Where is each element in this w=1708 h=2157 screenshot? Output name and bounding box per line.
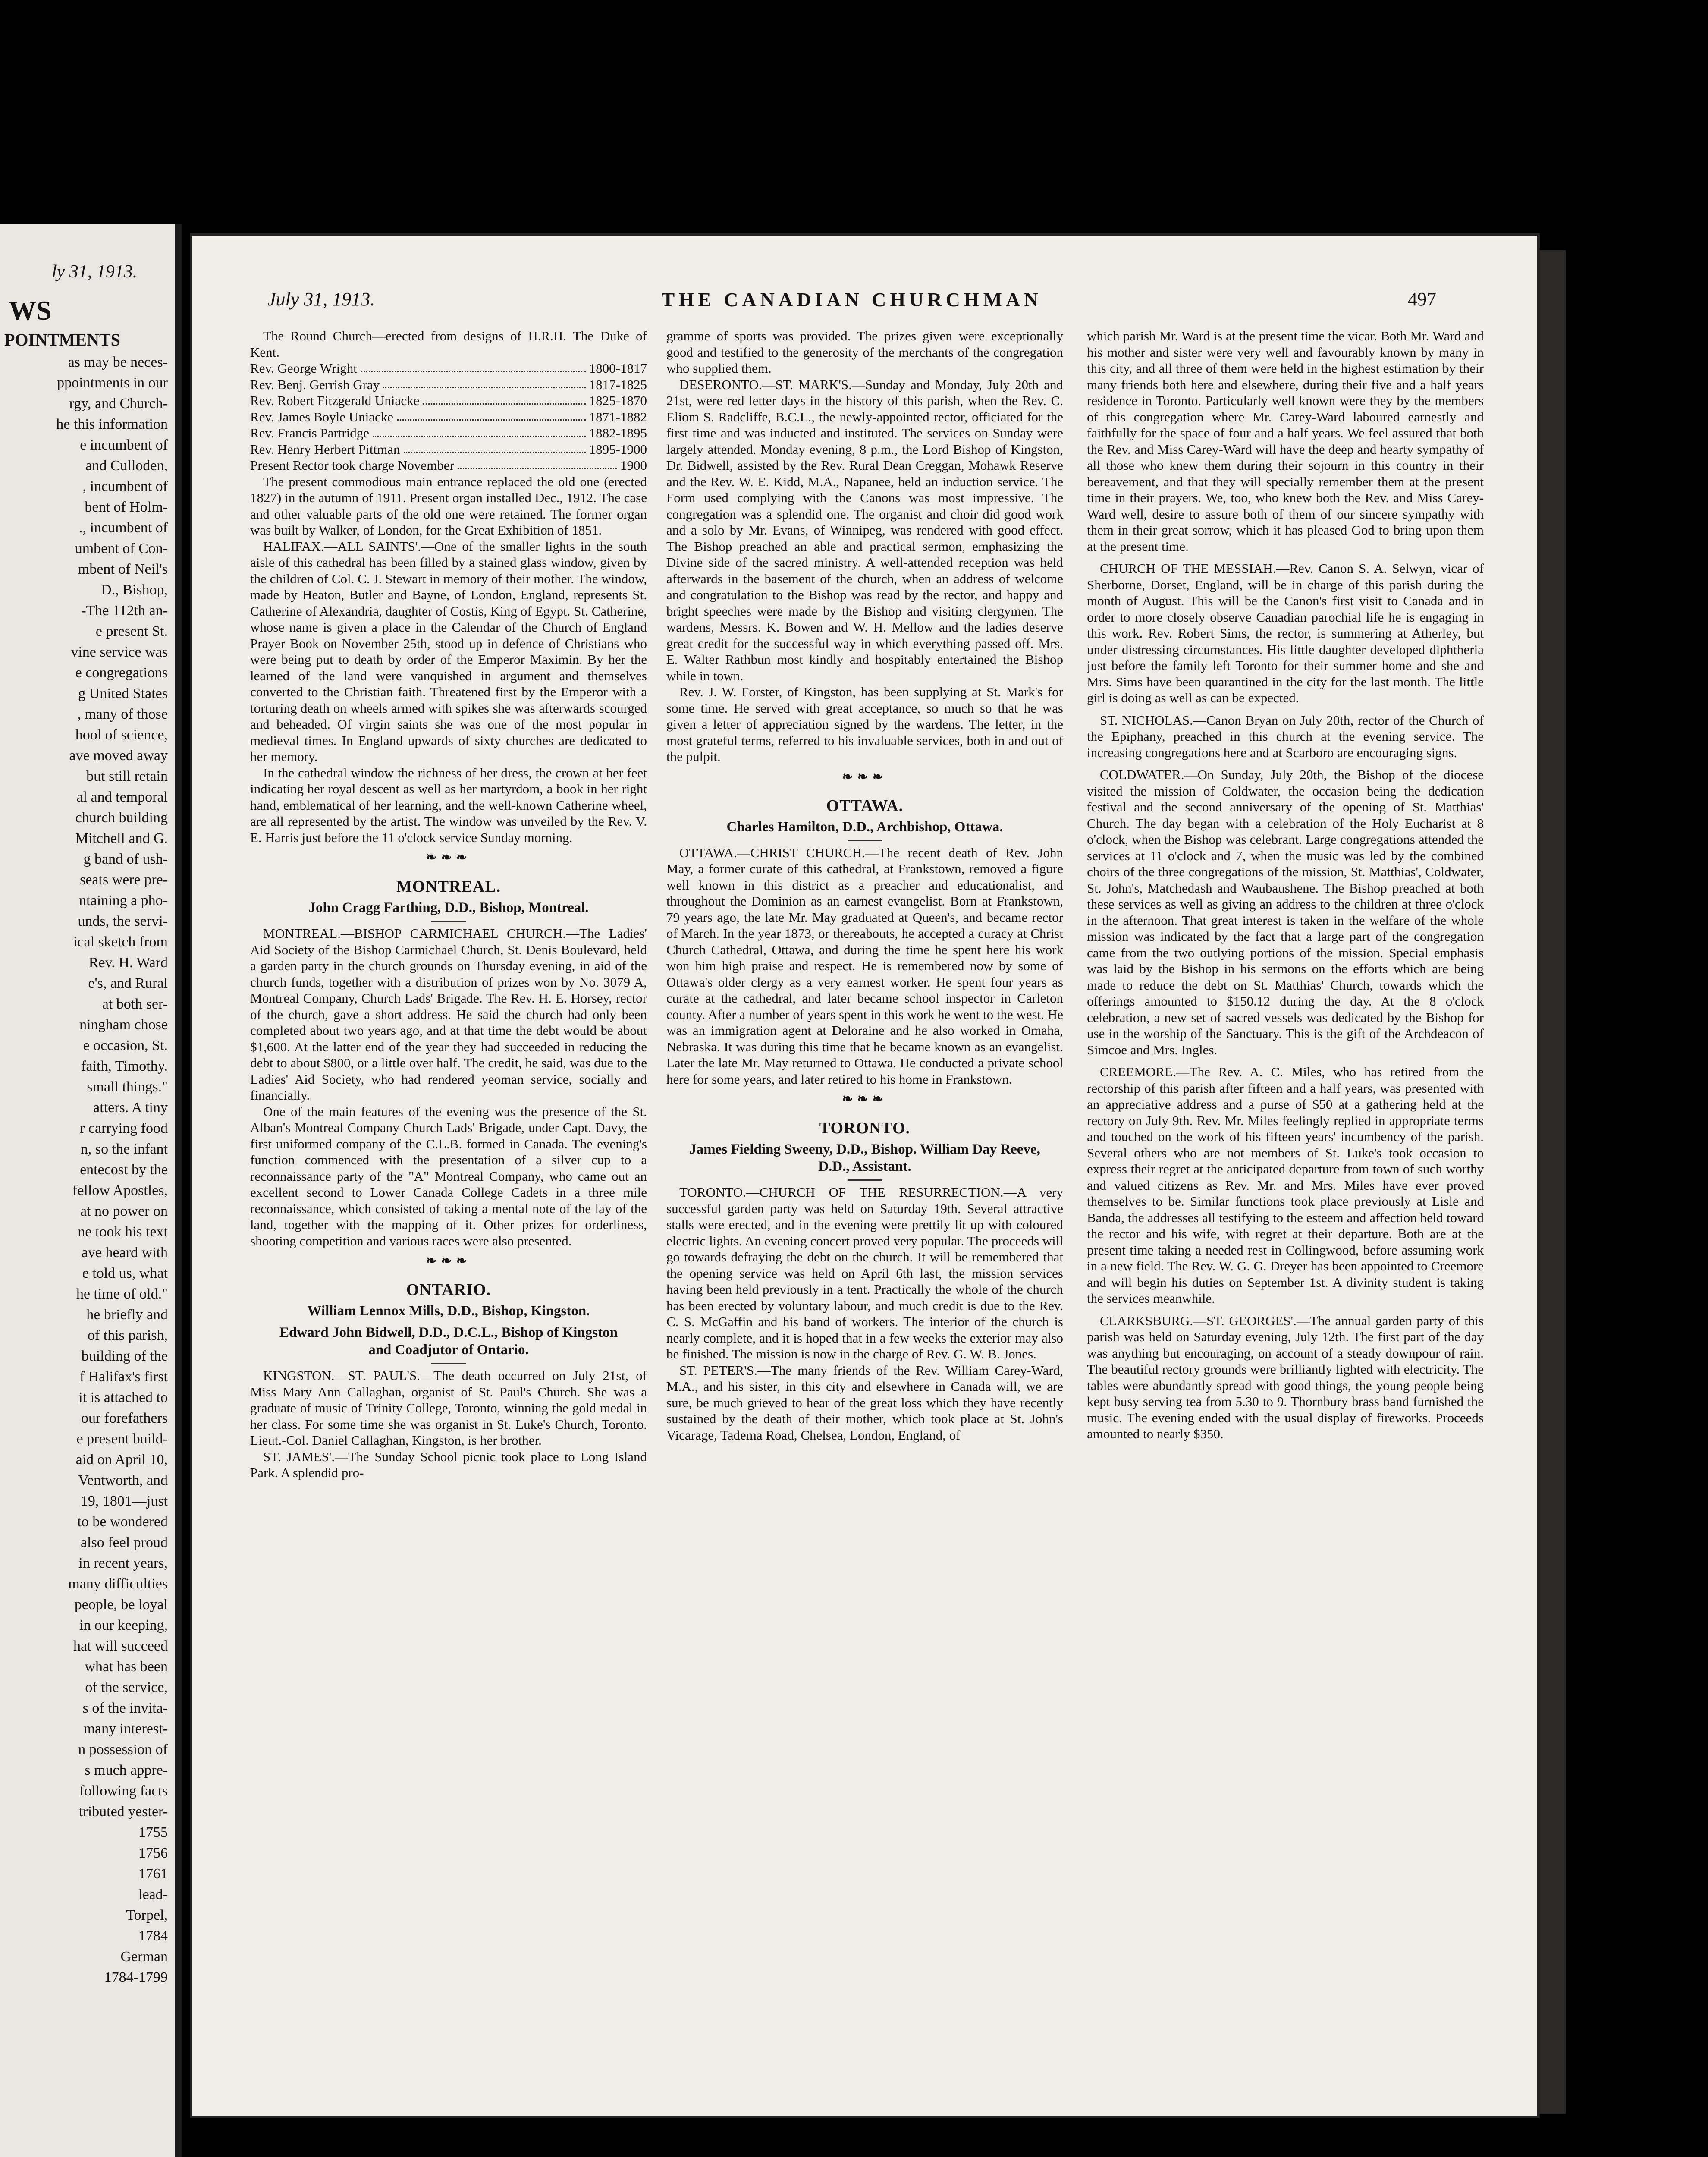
leader-dots (383, 377, 586, 389)
page-edge-shadow (1540, 250, 1566, 2114)
leader-dots (404, 441, 586, 453)
article-paragraph: One of the main features of the evening was the presence of the St. Alban's Montreal Company Church Lads' Brigade, under Capt. Davy, the first uniformed company of the C.L.B. formed in Canada. The evening's function commenced with the presentation of a silver cup to a reconnaissance party of the "A" Montreal Company, who came out an excellent second to Lower Canada College Cadets in a three mile reconnaissance, which consisted of taking a mental note of the lay of the land, together with the mapping of it. Other prizes for orderliness, shooting competition and various races were also presented. (250, 1104, 647, 1248)
bishop-line: William Lennox Mills, D.D., Bishop, Kingston. (307, 1303, 590, 1319)
facing-page-line: seats were pre- (80, 872, 168, 888)
facing-page-line: e incumbent of (80, 437, 168, 453)
facing-page-line: he this information (56, 416, 168, 432)
rector-row (250, 409, 647, 425)
facing-page-line: , incumbent of (82, 478, 168, 494)
article-paragraph: CREEMORE.—The Rev. A. C. Miles, who has retired from the rectorship of this parish after fifteen and a half years, was presented with an appreciative address and a purse of $50 at a gathering held at the rectory on July 9th. Rev. Mr. Miles feelingly replied in appropriate terms and touched on the work of his fifteen years' incumbency of the parish. Several others who are not members of St. Luke's took occasion to express their regret at the anticipated departure from town of such worthy and valued citizens as Rev. Mr. and Mrs. Miles have ever proved themselves to be. Similar functions took place previously at Lisle and Banda, the addresses all testifying to the esteem and affection held toward the rector and his wife, with regret at their departure. Both are at the present time taking a needed rest in Collingwood, before assuming work in a new field. The Rev. W. G. G. Dreyer has been appointed to Creemore and will begin his duties on September 1st. A divinity student is taking the services meanwhile. (1087, 1064, 1484, 1306)
facing-page-lines (0, 352, 170, 1988)
facing-page-line: 1755 (138, 1824, 168, 1840)
article-paragraph: TORONTO.—CHURCH OF THE RESURRECTION.—A very successful garden party was held on Saturday 19th. Several attractive stalls were erected, and in the evening were prettily lit up with coloured electric lights. An evening concert proved very popular. The proceeds will go towards defraying the debt on the church. It will be remembered that the opening service was held on April 6th last, the mission services having been held previously in a tent. Practically the whole of the church has been erected by voluntary labour, and much credit is due to the Rev. C. S. McGaffin and his band of workers. The interior of the church is nearly complete, and it is hoped that in a few weeks the exterior may also be finished. The mission is now in the charge of Rev. G. W. B. Jones. (666, 1185, 1063, 1361)
facing-page-line: our forefathers (81, 1410, 168, 1426)
short-rule (431, 1363, 466, 1364)
facing-page-line: -The 112th an- (81, 603, 168, 619)
bishop-line: James Fielding Sweeny, D.D., Bishop. William Day Reeve, D.D., Assistant. (689, 1141, 1040, 1174)
leader-dots (373, 425, 586, 437)
facing-page-line: people, be loyal (74, 1597, 168, 1613)
rector-years: 1871-1882 (589, 409, 647, 424)
article-paragraph: ST. PETER'S.—The many friends of the Rev. William Carey-Ward, M.A., and his sister, in this city and elsewhere in Canada will, we are sure, be much grieved to hear of the great loss which they have recently sustained by the death of their mother, which took place at St. John's Vicarage, Tadema Road, Chelsea, London, England, of (666, 1362, 1063, 1443)
facing-page-line: in recent years, (78, 1555, 168, 1571)
bishop-line: Charles Hamilton, D.D., Archbishop, Ottawa. (726, 819, 1003, 835)
facing-page-line: e occasion, St. (83, 1038, 168, 1053)
header-date: July 31, 1913. (267, 289, 375, 310)
facing-page-line: e present St. (95, 623, 168, 639)
article-paragraph: DESERONTO.—ST. MARK'S.—Sunday and Monday, July 20th and 21st, were red letter days in the history of this parish, when the Rev. C. Eliom S. Radcliffe, B.C.L., the newly-appointed rector, officiated for the first time and was inducted and instituted. The services on Sunday were largely attended. Monday evening, 8 p.m., the Lord Bishop of Kingston, Dr. Bidwell, assisted by the Rev. Rural Dean Creggan, Mohawk Reserve and the Rev. W. E. Kidd, M.A., Napanee, held an induction service. The Form used complying with the Canons was most impressive. The congregation was a splendid one. The organist and choir did good work and a solo by Mr. Evans, of Winnipeg, was rendered with good effect. The Bishop preached an able and practical sermon, emphasizing the Divine side of the sacred ministry. A well-attended reception was held afterwards in the basement of the church, when an address of welcome and congratulation to the Bishop was read by the rector, and happy and bright speeches were made by the Bishop and visiting clergymen. The wardens, Messrs. K. Bowen and W. H. Mellow and the ladies deserve great credit for the successful way in which everything passed off. Mrs. E. Walter Rathbun most kindly and hospitably entertained the Bishop while in town. (666, 377, 1063, 683)
article-paragraph: gramme of sports was provided. The prizes given were exceptionally good and testified to the generosity of the merchants of the congregation who supplied them. (666, 328, 1063, 376)
article-paragraph: HALIFAX.—ALL SAINTS'.—One of the smaller lights in the south aisle of this cathedral has been filled by a stained glass window, given by the children of Col. C. J. Stewart in memory of their mother. The window, made by Heaton, Butler and Bayne, of London, England, represents St. Catherine of Alexandria, daughter of Costis, King of Egypt. St. Catherine, whose name is given a place in the Calendar of the Church of England Prayer Book on November 25th, stood up in defence of Christians who were being put to death by order of the Emperor Maximin. By her the learned of the land were vanquished in argument and themselves converted to the Christian faith. Threatened first by the Emperor with a torturing death on wheels armed with spikes she was afterwards scourged and beheaded. Of virgin saints she was one of the most popular in medieval times. In England upwards of sixty churches are dedicated to her memory. (250, 538, 647, 764)
rector-name: Rev. Robert Fitzgerald Uniacke (250, 393, 420, 408)
facing-page-line: Torpel, (126, 1907, 168, 1923)
facing-page-line: al and temporal (76, 789, 168, 805)
article-paragraph: CHURCH OF THE MESSIAH.—Rev. Canon S. A. Selwyn, vicar of Sherborne, Dorset, England, will be in charge of this parish during the month of August. This will be the Canon's first visit to Canada and in order to more closely observe Canadian parochial life he is engaging in this work. Rev. Robert Sims, the rector, is summering at Atherley, but under distressing circumstances. His little daughter developed diphtheria just before the family left Toronto for their summer home and she and Mrs. Sims have been quarantined in the city for the last month. The little girl is doing as well as can be expected. (1087, 561, 1484, 705)
rector-years: 1800-1817 (589, 361, 647, 376)
section-divider: ❧❧❧ (842, 769, 888, 784)
rector-years: 1895-1900 (589, 441, 647, 457)
rector-row (250, 377, 647, 393)
article-paragraph: Rev. J. W. Forster, of Kingston, has been supplying at St. Mark's for some time. He served with great acceptance, so much so that he was given a letter of appreciation signed by the wardens. The letter, in the most grateful terms, referred to his invaluable services, both in and out of the pulpit. (666, 684, 1063, 764)
facing-page-line: e's, and Rural (88, 975, 168, 991)
facing-page-line: church building (75, 810, 168, 826)
leader-dots (361, 360, 586, 372)
page-number: 497 (1408, 289, 1436, 310)
facing-page-line: ppointments in our (57, 375, 168, 391)
facing-page-fragment (0, 224, 182, 2157)
rector-years: 1900 (620, 458, 647, 473)
facing-page-line: e told us, what (82, 1265, 168, 1281)
column-3 (1087, 328, 1484, 2079)
rector-years: 1825-1870 (589, 393, 647, 408)
article-paragraph: In the cathedral window the richness of her dress, the crown at her feet indicating her royal descent as well as her martyrdom, a book in her right hand, emblematical of her learning, and the well-known Catherine wheel, are all represented by the artist. The window was unveiled by the Rev. V. E. Harris just before the 11 o'clock service Sunday morning. (250, 765, 647, 845)
section-divider: ❧❧❧ (426, 850, 471, 865)
rector-row (250, 457, 647, 474)
facing-page-line: Mitchell and G. (75, 830, 168, 846)
facing-page-line: 19, 1801—just (80, 1493, 168, 1509)
leader-dots (458, 457, 617, 469)
facing-page-line: ave moved away (69, 748, 168, 764)
facing-page-line: aid on April 10, (75, 1452, 168, 1468)
rector-years: 1817-1825 (589, 377, 647, 392)
article-paragraph: KINGSTON.—ST. PAUL'S.—The death occurred on July 21st, of Miss Mary Ann Callaghan, organist of St. Paul's Church. She was a graduate of music of Trinity College, Toronto, winning the gold medal in her class. For some time she was organist in St. Luke's Church, Toronto. Lieut.-Col. Daniel Callaghan, Kingston, is her brother. (250, 1368, 647, 1448)
facing-page-line: e present build- (76, 1431, 168, 1447)
article-paragraph: which parish Mr. Ward is at the present time the vicar. Both Mr. Ward and his mother and sister were very well and favourably known by many in this city, and all three of them were held in the highest estimation by their many friends both here and elsewhere, during their five and a half years residence in Toronto. Particularly well known were they by the members of this congregation where Mr. Carey-Ward laboured earnestly and faithfully for the space of four and a half years. We feel assured that both the Rev. and Miss Carey-Ward will have the deep and hearty sympathy of all those who knew them during their sojourn in this country in their bereavement, and that they will specially remember them at the present time in their prayers. We, too, who knew both the Rev. and Miss Carey-Ward well, desire to assure both of them of our sincere sympathy with them in their great sorrow, which it has pleased God to bring upon them at the present time. (1087, 328, 1484, 554)
section-heading-ontario: ONTARIO. (406, 1281, 491, 1299)
facing-page-line: hool of science, (75, 727, 168, 743)
round-church-intro: The Round Church—erected from designs of H.R.H. The Duke of Kent. (250, 328, 647, 360)
rector-row (250, 425, 647, 441)
facing-page-line: Ventworth, and (78, 1472, 168, 1488)
facing-page-line: hat will succeed (73, 1638, 168, 1654)
facing-page-line: at both ser- (102, 996, 168, 1012)
rector-name: Present Rector took charge November (250, 458, 454, 473)
section-divider: ❧❧❧ (842, 1092, 888, 1106)
facing-page-line: f Halifax's first (79, 1369, 168, 1385)
facing-page-line: and Culloden, (85, 458, 168, 474)
facing-page-line: n, so the infant (80, 1141, 168, 1157)
facing-page-line: ave heard with (81, 1245, 168, 1261)
rector-row (250, 441, 647, 458)
facing-page-line: faith, Timothy. (81, 1058, 168, 1074)
facing-page-line: r carrying food (80, 1120, 168, 1136)
facing-page-line: many interest- (83, 1721, 168, 1737)
facing-page-line: ne took his text (78, 1224, 168, 1240)
article-paragraph: OTTAWA.—CHRIST CHURCH.—The recent death of Rev. John May, a former curate of this cathedral, at Frankstown, removed a figure well known in this district as a preacher and educationalist, and throughout the Dominion as an earnest evangelist. Born at Frankstown, 79 years ago, the late Mr. May graduated at Queen's, and became rector of March. In the year 1873, or thereabouts, he accepted a curacy at Christ Church Cathedral, Ottawa, and during the time he spent here his work won him high praise and respect. He is remembered now by some of Ottawa's older clergy as a very earnest worker. He spent four years as curate at the cathedral, and later became school inspector in Carleton county. After a number of years spent in this work he went to the west. He was an immigration agent at Deloraine and he also worked in Omaha, Nebraska. It was during this time that he became known as an evangelist. Later the late Mr. May returned to Ottawa. He conducted a private school here for some years, and later retired to his home in Frankstown. (666, 845, 1063, 1087)
facing-page-subheading: POINTMENTS (4, 330, 120, 349)
facing-page-line: he time of old." (76, 1286, 168, 1302)
facing-page-line: , many of those (77, 706, 168, 722)
facing-page-line: g United States (78, 685, 168, 701)
facing-page-line: ., incumbent of (79, 520, 168, 536)
facing-page-line: s much appre- (85, 1762, 168, 1778)
article-paragraph: ST. NICHOLAS.—Canon Bryan on July 20th, rector of the Church of the Epiphany, preached in this church at the evening service. The increasing congregations here and at Scarboro are encouraging signs. (1087, 712, 1484, 760)
rector-name: Rev. Benj. Gerrish Gray (250, 377, 380, 392)
facing-page-line: entecost by the (80, 1162, 168, 1178)
facing-page-line: 1784-1799 (104, 1969, 168, 1985)
facing-page-line: but still retain (86, 768, 168, 784)
short-rule (848, 840, 882, 841)
facing-page-line: Rev. H. Ward (88, 955, 168, 971)
page-header (267, 288, 1436, 318)
rector-name: Rev. James Boyle Uniacke (250, 409, 394, 424)
facing-page-line: lead- (138, 1887, 168, 1902)
facing-page-line: in our keeping, (79, 1617, 168, 1633)
facing-page-line: tributed yester- (78, 1804, 168, 1820)
leader-dots (397, 409, 586, 421)
article-paragraph: MONTREAL.—BISHOP CARMICHAEL CHURCH.—The Ladies' Aid Society of the Bishop Carmichael Church, St. Denis Boulevard, held a garden party in the church grounds on Thursday evening, in aid of the church funds, together with a distribution of prizes won by No. 3079 A, Montreal Company, Church Lads' Brigade. The Rev. H. E. Horsey, rector of the church, gave a short address. He said the church had only been completed about two years ago, and at that time the debt would be about $1,600. At the latter end of the year they had succeeded in reducing the debt to about $800, or a little over half. The credit, he said, was due to the Ladies' Aid Society, who had rendered yeoman service, socially and financially. (250, 926, 647, 1103)
facing-page-line: e congregations (75, 665, 168, 681)
rector-row (250, 360, 647, 377)
bishop-line: Edward John Bidwell, D.D., D.C.L., Bishop of Kingston and Coadjutor of Ontario. (279, 1325, 618, 1358)
facing-page-line: umbent of Con- (75, 541, 168, 557)
newspaper-page (190, 233, 1540, 2118)
facing-page-line: vine service was (71, 644, 168, 660)
facing-page-line: mbent of Neil's (78, 561, 168, 577)
facing-page-line: bent of Holm- (85, 499, 168, 515)
rector-years: 1882-1895 (589, 425, 647, 440)
facing-page-line: also feel proud (80, 1534, 168, 1550)
facing-page-line: German (120, 1949, 168, 1965)
facing-page-line: small things." (87, 1079, 168, 1095)
facing-page-line: at no power on (80, 1203, 168, 1219)
facing-page-line: ntaining a pho- (79, 893, 168, 909)
facing-page-line: 1756 (138, 1845, 168, 1861)
masthead-title: THE CANADIAN CHURCHMAN (661, 289, 1042, 311)
facing-page-line: s of the invita- (82, 1700, 168, 1716)
facing-page-line: atters. A tiny (93, 1100, 168, 1116)
facing-page-line: what has been (85, 1659, 168, 1675)
facing-page-line: many difficulties (68, 1576, 168, 1592)
rector-name: Rev. Francis Partridge (250, 425, 370, 440)
rector-row (250, 393, 647, 409)
facing-page-line: of this parish, (87, 1327, 168, 1343)
facing-page-line: following facts (79, 1783, 168, 1799)
facing-page-line: D., Bishop, (101, 582, 168, 598)
section-heading-montreal: MONTREAL. (396, 877, 501, 896)
column-1 (250, 328, 647, 2079)
facing-page-line: rgy, and Church- (69, 396, 168, 412)
facing-page-line: it is attached to (78, 1390, 168, 1406)
article-paragraph: CLARKSBURG.—ST. GEORGES'.—The annual garden party of this parish was held on Saturday evening, July 12th. The first part of the day was anything but encouraging, on account of a steady downpour of rain. The beautiful rectory grounds were brilliantly lighted with electricity. The tables were abundantly spread with good things, the young people being kept busy serving tea from 5.30 to 9. Thornbury brass band furnished the music. The evening ended with the usual display of fireworks. Proceeds amounted to nearly $350. (1087, 1313, 1484, 1441)
article-paragraph: The present commodious main entrance replaced the old one (erected 1827) in the autumn of 1911. Present organ installed Dec., 1912. The case and other valuable parts of the old one were retained. The former organ was built by Walker, of London, for the Great Exhibition of 1851. (250, 474, 647, 538)
facing-page-line: ningham chose (79, 1017, 168, 1033)
rector-name: Rev. George Wright (250, 361, 357, 376)
facing-page-line: to be wondered (77, 1514, 168, 1530)
column-2 (666, 328, 1063, 2079)
section-heading-ottawa: OTTAWA. (826, 796, 904, 815)
short-rule (431, 921, 466, 922)
facing-page-heading: WS (9, 295, 52, 326)
section-divider: ❧❧❧ (426, 1254, 471, 1268)
facing-page-line: 1784 (138, 1928, 168, 1944)
facing-page-line: of the service, (85, 1679, 168, 1695)
bishop-line: John Cragg Farthing, D.D., Bishop, Montreal. (308, 900, 589, 915)
section-heading-toronto: TORONTO. (819, 1119, 911, 1137)
leader-dots (423, 393, 585, 405)
facing-page-line: n possession of (78, 1742, 168, 1758)
short-rule (848, 1179, 882, 1181)
rectors-list (250, 360, 647, 474)
facing-page-line: building of the (81, 1348, 168, 1364)
article-paragraph: COLDWATER.—On Sunday, July 20th, the Bishop of the diocese visited the mission of Coldwater, the occasion being the dedication festival and the second anniversary of the opening of St. Matthias' Church. The day began with a celebration of the Holy Eucharist at 8 o'clock, when the Bishop was celebrant. Large congregations attended the services at 11 o'clock and 7, when the music was led by the combined choirs of the three congregations of the mission, St. Matthias', Coldwater, St. John's, Matchedash and Waubaushene. The Bishop preached at both these services as well as giving an address to the children at three o'clock in the afternoon. That great interest is taken in the welfare of the whole mission was indicated by the fact that a large part of the congregation came from the two outlying portions of the mission. Special emphasis was laid by the Bishop in his sermons on the efforts which are being made to reduce the debt on St. Matthias' Church, towards which the offerings amounted to $150.12 during the day. At the 8 o'clock celebration, a new set of sacred vessels was dedicated by the Bishop for use in the worship of the Sanctuary. This is the gift of the Archdeacon of Simcoe and Mrs. Ingles. (1087, 767, 1484, 1057)
rector-name: Rev. Henry Herbert Pittman (250, 441, 400, 457)
article-paragraph: ST. JAMES'.—The Sunday School picnic took place to Long Island Park. A splendid pro- (250, 1449, 647, 1480)
facing-page-line: as may be neces- (68, 354, 168, 370)
facing-page-line: fellow Apostles, (72, 1182, 168, 1198)
facing-page-line: ical sketch from (73, 934, 168, 950)
facing-page-line: 1761 (138, 1866, 168, 1882)
facing-page-date: ly 31, 1913. (52, 262, 138, 282)
facing-page-line: g band of ush- (83, 851, 168, 867)
facing-page-line: he briefly and (86, 1307, 168, 1323)
facing-page-line: unds, the servi- (78, 913, 168, 929)
